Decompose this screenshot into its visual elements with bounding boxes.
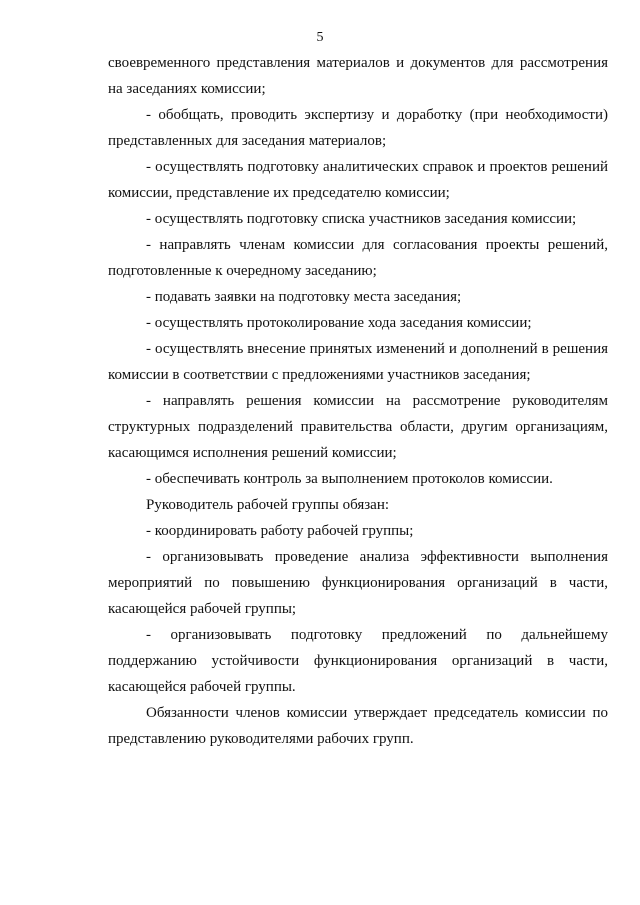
paragraph-14: - организовывать подготовку предложений по дальнейшему поддержанию устойчивости функционирования организаций в части, касающейся рабочей группы. [108,627,608,695]
paragraph-4: - осуществлять подготовку списка участников заседания комиссии; [146,211,577,227]
paragraph-10: - обеспечивать контроль за выполнением протоколов комиссии. [146,471,553,487]
paragraph-8: - осуществлять внесение принятых изменений и дополнений в решения комиссии в соответствии с предложениями участников заседания; [108,341,608,383]
paragraph-2: - обобщать, проводить экспертизу и доработку (при необходимости) представленных для заседания материалов; [108,107,608,149]
paragraph-5: - направлять членам комиссии для согласования проекты решений, подготовленные к очередному заседанию; [108,237,608,279]
paragraph-12: - координировать работу рабочей группы; [146,523,414,539]
paragraph-7: - осуществлять протоколирование хода заседания комиссии; [146,315,532,331]
page-number: 5 [316,30,324,45]
paragraph-1: своевременного представления материалов и документов для рассмотрения на заседаниях комиссии; [108,55,608,97]
document-body [108,50,608,752]
paragraph-9: - направлять решения комиссии на рассмотрение руководителям структурных подразделений правительства области, другим организациям, касающимся исполнения решений комиссии; [108,393,608,461]
paragraph-6: - подавать заявки на подготовку места заседания; [146,289,462,305]
paragraph-13: - организовывать проведение анализа эффективности выполнения мероприятий по повышению функционирования организаций в части, касающейся рабочей группы; [108,549,608,617]
paragraph-3: - осуществлять подготовку аналитических справок и проектов решений комиссии, представление их председателю комиссии; [108,159,608,201]
paragraph-15: Обязанности членов комиссии утверждает председатель комиссии по представлению руководителями рабочих групп. [108,705,608,747]
paragraph-11: Руководитель рабочей группы обязан: [146,497,390,513]
